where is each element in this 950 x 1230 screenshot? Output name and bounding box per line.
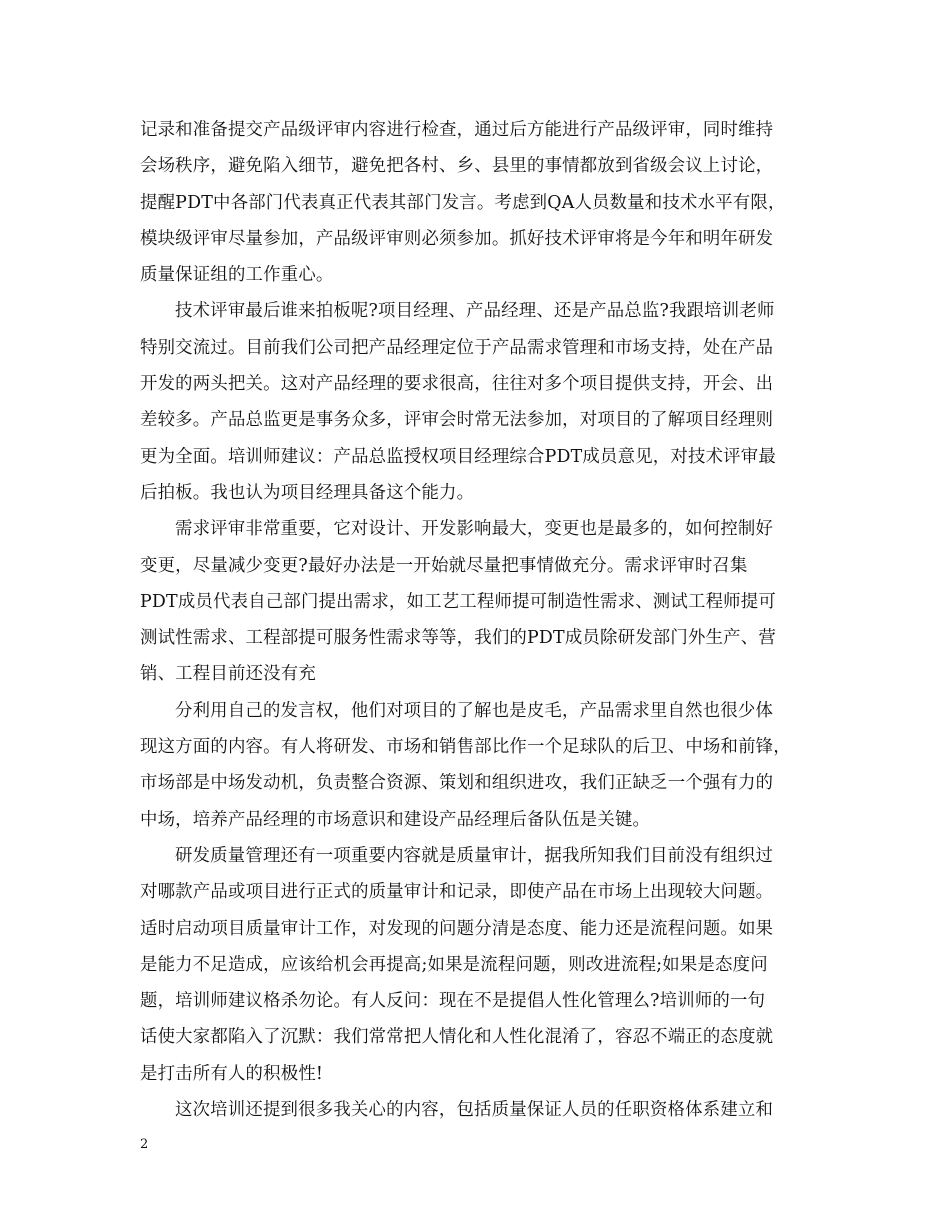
text-line: 更为全面。培训师建议：产品总监授权项目经理综合PDT成员意见，对技术评审最: [140, 446, 776, 467]
page-number: 2: [140, 1137, 149, 1152]
text-line: 对哪款产品或项目进行正式的质量审计和记录，即使产品在市场上出现较大问题。: [140, 882, 774, 903]
text-line: 适时启动项目质量审计工作，对发现的问题分清是态度、能力还是流程问题。如果: [140, 918, 774, 939]
text-line: 提醒PDT中各部门代表真正代表其部门发言。考虑到QA人员数量和技术水平有限，: [140, 192, 786, 213]
text-line: 话使大家都陷入了沉默：我们常常把人情化和人性化混淆了，容忍不端正的态度就: [140, 1027, 774, 1048]
text-line: 差较多。产品总监更是事务众多，评审会时常无法参加，对项目的了解项目经理则: [140, 410, 774, 431]
text-line: 变更，尽量减少变更?最好办法是一开始就尽量把事情做充分。需求评审时召集: [140, 555, 748, 576]
text-line: 模块级评审尽量参加，产品级评审则必须参加。抓好技术评审将是今年和明年研发: [140, 228, 774, 249]
text-line: 市场部是中场发动机，负责整合资源、策划和组织进攻，我们正缺乏一个强有力的: [140, 773, 774, 794]
text-line: 是能力不足造成，应该给机会再提高;如果是流程问题，则改进流程;如果是态度问: [140, 954, 768, 975]
text-line: 题，培训师建议格杀勿论。有人反问：现在不是提倡人性化管理么?培训师的一句: [140, 991, 766, 1012]
text-line: 是打击所有人的积极性!: [140, 1063, 324, 1084]
text-line: 现这方面的内容。有人将研发、市场和销售部比作一个足球队的后卫、中场和前锋，: [140, 737, 791, 758]
text-line: 研发质量管理还有一项重要内容就是质量审计，据我所知我们目前没有组织过: [175, 845, 774, 866]
document-body: [140, 112, 820, 1128]
text-line: 销、工程目前还没有充: [140, 664, 316, 685]
text-line: 测试性需求、工程部提可服务性需求等等，我们的PDT成员除研发部门外生产、营: [140, 628, 776, 649]
text-line: 开发的两头把关。这对产品经理的要求很高，往往对多个项目提供支持，开会、出: [140, 374, 774, 395]
text-line: 需求评审非常重要，它对设计、开发影响最大，变更也是最多的，如何控制好: [175, 519, 774, 540]
text-line: 中场，培养产品经理的市场意识和建设产品经理后备队伍是关键。: [140, 809, 651, 830]
text-line: 分利用自己的发言权，他们对项目的了解也是皮毛，产品需求里自然也很少体: [175, 700, 774, 721]
text-line: 特别交流过。目前我们公司把产品经理定位于产品需求管理和市场支持，处在产品: [140, 337, 774, 358]
text-line: PDT成员代表自己部门提出需求，如工艺工程师提可制造性需求、测试工程师提可: [140, 591, 776, 612]
text-line: 会场秩序，避免陷入细节，避免把各村、乡、县里的事情都放到省级会议上讨论，: [140, 156, 774, 177]
text-line: 后拍板。我也认为项目经理具备这个能力。: [140, 482, 475, 503]
text-line: 技术评审最后谁来拍板呢?项目经理、产品经理、还是产品总监?我跟培训老师: [175, 301, 775, 322]
text-line: 这次培训还提到很多我关心的内容，包括质量保证人员的任职资格体系建立和: [175, 1100, 774, 1121]
text-line: 记录和准备提交产品级评审内容进行检查，通过后方能进行产品级评审，同时维持: [140, 120, 774, 140]
text-line: 质量保证组的工作重心。: [140, 265, 334, 286]
